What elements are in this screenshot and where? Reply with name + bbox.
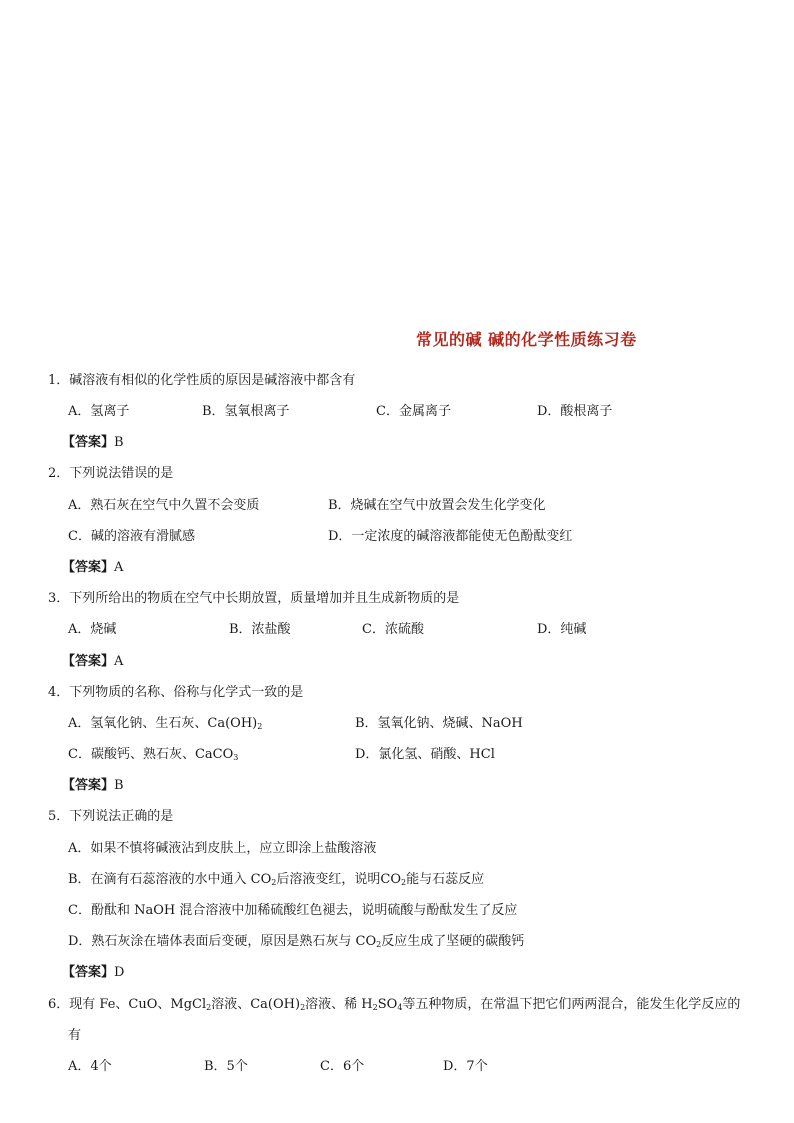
q6-option-b: B．5个 [204,1059,248,1074]
question-2-stem: 2．下列说法错误的是 [48,466,174,481]
q3-option-d: D．纯碱 [537,622,587,637]
q2-option-b: B．烧碱在空气中放置会发生化学变化 [328,498,546,513]
q2-answer: 【答案】A [62,560,124,575]
question-6-stem-continued: 有 [68,1028,82,1043]
q2-option-a: A．熟石灰在空气中久置不会变质 [68,498,260,513]
question-6-stem: 6．现有 Fe、CuO、MgCl$_2$溶液、$Ca(OH)_2$溶液、稀 $H_2SO_4$等五种物质，在常温下把它们两两混合，能发生化学反应的 [48,997,741,1012]
q4-option-b: B．氢氧化钠、烧碱、NaOH [355,716,523,731]
q1-answer: 【答案】B [62,435,124,450]
q6-option-d: D．7个 [443,1059,488,1074]
q4-option-c: C．碳酸钙、熟石灰、CaCO$_3$ [68,747,239,762]
page-title: 常见的碱 碱的化学性质练习卷 [416,330,637,349]
q1-option-a: A．氢离子 [68,404,130,419]
q2-option-c: C．碱的溶液有滑腻感 [68,529,195,544]
q1-option-d: D．酸根离子 [537,404,613,419]
q5-option-d: D．熟石灰涂在墙体表面后变硬，原因是熟石灰与 $CO_2$反应生成了坚硬的碳酸钙 [68,934,525,949]
q6-option-c: C．6个 [320,1059,365,1074]
q6-option-a: A．4个 [68,1059,112,1074]
question-1-stem: 1．碱溶液有相似的化学性质的原因是碱溶液中都含有 [48,373,356,388]
q3-option-c: C．浓硫酸 [362,622,424,637]
q3-answer: 【答案】A [62,654,124,669]
q2-option-d: D．一定浓度的碱溶液都能使无色酚酞变红 [328,529,573,544]
q5-option-a: A．如果不慎将碱液沾到皮肤上，应立即涂上盐酸溶液 [68,841,377,856]
q5-option-c: C．酚酞和 NaOH 混合溶液中加稀硫酸红色褪去，说明硫酸与酚酞发生了反应 [68,903,518,918]
question-4-stem: 4．下列物质的名称、俗称与化学式一致的是 [48,685,304,700]
q1-option-b: B．氢氧根离子 [202,404,290,419]
q4-option-a: A．氢氧化钠、生石灰、$Ca(OH)_2$ [68,716,263,731]
question-3-stem: 3．下列所给出的物质在空气中长期放置，质量增加并且生成新物质的是 [48,591,460,606]
q4-option-d: D．氯化氢、硝酸、HCl [355,747,495,762]
question-5-stem: 5．下列说法正确的是 [48,809,174,824]
q1-option-c: C．金属离子 [376,404,451,419]
q4-answer: 【答案】B [62,778,124,793]
q5-answer: 【答案】D [62,965,125,980]
q3-option-b: B．浓盐酸 [229,622,291,637]
q5-option-b: B．在滴有石蕊溶液的水中通入 $CO_2$后溶液变红，说明$CO_2$能与石蕊反应 [68,872,485,887]
q3-option-a: A．烧碱 [68,622,117,637]
